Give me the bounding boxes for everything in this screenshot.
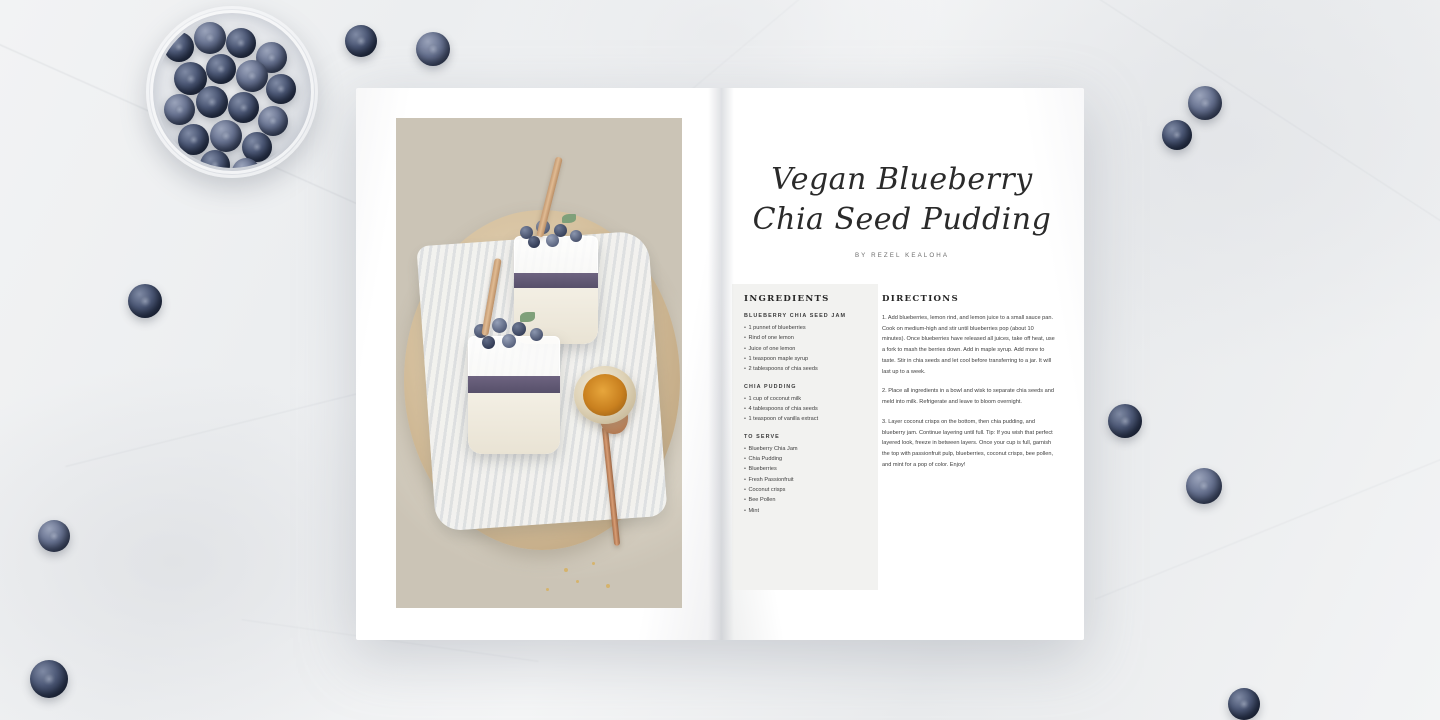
directions-panel — [882, 294, 1058, 480]
berry-topping — [482, 336, 495, 349]
scattered-blueberry — [416, 32, 450, 66]
ingredient-item: • 1 teaspoon of vanilla extract — [744, 414, 866, 424]
open-cookbook — [356, 88, 1084, 640]
ingredient-list — [744, 444, 866, 516]
ingredient-item: • Coconut crisps — [744, 485, 866, 495]
scattered-blueberry — [1188, 86, 1222, 120]
ingredient-group-label: BLUEBERRY CHIA SEED JAM — [744, 313, 847, 319]
scattered-blueberry — [1228, 688, 1260, 720]
passionfruit-half — [574, 366, 636, 424]
berry-topping — [570, 230, 582, 242]
ingredient-item: • Chia Pudding — [744, 454, 866, 464]
scattered-blueberry — [1162, 120, 1192, 150]
recipe-title-line-1: Vegan Blueberry — [771, 162, 1033, 197]
blueberry-bowl — [146, 6, 318, 178]
crumb — [576, 580, 579, 583]
marble-vein — [1095, 441, 1440, 600]
ingredient-group-label: CHIA PUDDING — [744, 383, 797, 390]
ingredient-item: • 2 tablespoons of chia seeds — [744, 364, 866, 374]
ingredient-item: • 1 teaspoon maple syrup — [744, 354, 866, 364]
book-right-page — [720, 88, 1084, 640]
berry-topping — [528, 236, 540, 248]
ingredient-group — [744, 434, 866, 516]
ingredient-group — [744, 384, 866, 425]
recipe-photo — [396, 118, 682, 608]
scattered-blueberry — [38, 520, 70, 552]
ingredient-item: • Rind of one lemon — [744, 333, 866, 343]
pudding-glass-back — [514, 236, 598, 344]
berry-topping — [502, 334, 516, 348]
ingredient-item: • Blueberry Chia Jam — [744, 444, 866, 454]
ingredient-item: • Mint — [744, 506, 866, 516]
crumb — [606, 584, 610, 588]
scattered-blueberry — [30, 660, 68, 698]
ingredient-item: • Blueberries — [744, 464, 866, 474]
direction-step: 1. Add blueberries, lemon rind, and lemon juice to a small sauce pan. Cook on medium-high and stir until blueberries pop (about 10 minutes). Once blueberries have released all juices, take off heat, use a fork to mash the berries down. Add in maple syrup. Add more to taste. Stir in chia seeds and let cool before transferring to a jar. It will last up to a week. — [882, 315, 1055, 375]
berry-topping — [530, 328, 543, 341]
ingredient-list — [744, 394, 866, 425]
scattered-blueberry — [128, 284, 162, 318]
scattered-blueberry — [1108, 404, 1142, 438]
direction-step: 3. Layer coconut crisps on the bottom, then chia pudding, and blueberry jam. Continue layering until full. Tip: If you wish that perfect layered look, freeze in between layers. Once your cup is full, garnish the top with passionfruit pulp, blueberries, coconut crisps, bee pollen, and mint for a pop of color. Enjoy! — [882, 418, 1054, 468]
scattered-blueberry — [345, 25, 377, 57]
ingredient-item: • Fresh Passionfruit — [744, 475, 866, 485]
ingredients-heading: INGREDIENTS — [744, 294, 830, 304]
bowl-berries — [156, 16, 308, 168]
recipe-title — [738, 160, 1066, 239]
ingredient-group-label: TO SERVE — [744, 433, 780, 440]
ingredient-item: • 1 cup of coconut milk — [744, 394, 866, 404]
pudding-glass-front — [468, 336, 560, 454]
direction-step: 2. Place all ingredients in a bowl and wisk to separate chia seeds and meld into milk. Refrigerate and leave to bloom overnight. — [882, 388, 1054, 406]
scattered-blueberry — [1186, 468, 1222, 504]
ingredient-item: • 1 punnet of blueberries — [744, 323, 866, 333]
recipe-title-line-2: Chia Seed Pudding — [752, 201, 1052, 237]
mint-leaf — [520, 312, 535, 322]
ingredient-list — [744, 323, 866, 375]
ingredient-item: • Juice of one lemon — [744, 344, 866, 354]
ingredient-item: • Bee Pollen — [744, 495, 866, 505]
mint-leaf — [562, 214, 576, 223]
ingredient-item: • 4 tablespoons of chia seeds — [744, 404, 866, 414]
berry-topping — [546, 234, 559, 247]
ingredient-group — [744, 313, 866, 375]
crumb — [564, 568, 568, 572]
crumb — [592, 562, 595, 565]
book-left-page — [356, 88, 720, 640]
passionfruit-pulp — [583, 374, 627, 416]
marble-vein — [1022, 0, 1440, 233]
berry-topping — [512, 322, 526, 336]
recipe-byline: BY REZEL KEALOHA — [854, 252, 950, 259]
ingredients-panel — [732, 284, 878, 590]
crumb — [546, 588, 549, 591]
berry-topping — [492, 318, 507, 333]
directions-heading: DIRECTIONS — [882, 294, 959, 304]
